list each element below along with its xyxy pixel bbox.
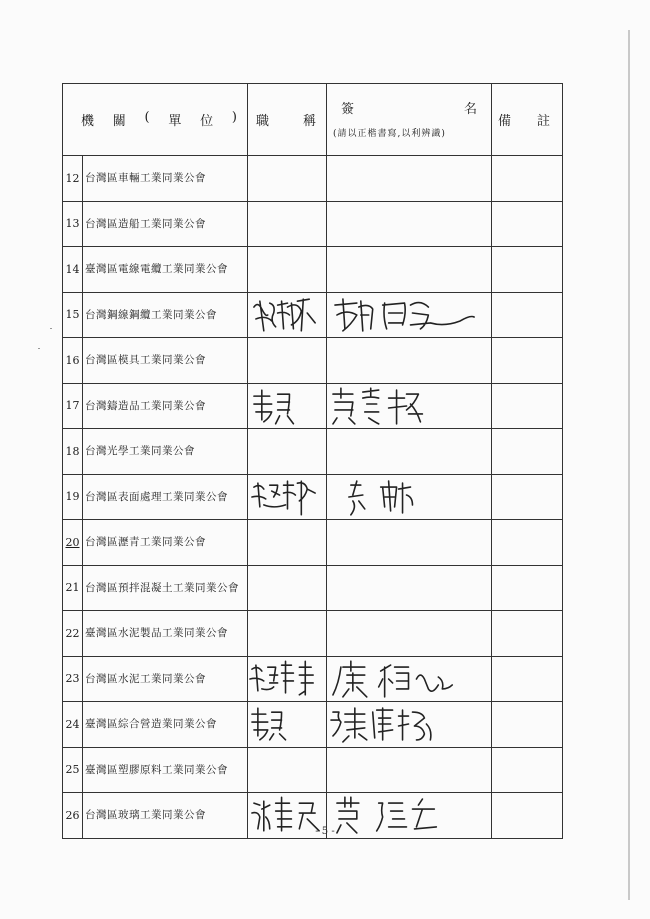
- header-org-char: 機: [81, 114, 97, 129]
- scan-speck: [50, 328, 52, 329]
- remarks-cell: [492, 383, 563, 429]
- header-name-label: 名: [463, 102, 477, 117]
- job-title-cell: [248, 247, 327, 293]
- header-org-char: 單: [168, 114, 184, 129]
- signature-cell: [327, 474, 492, 520]
- job-title-cell: [248, 383, 327, 429]
- signature-cell: [327, 292, 492, 338]
- job-title-cell: [248, 565, 327, 611]
- header-title-char: 職: [256, 114, 270, 129]
- organization-name: 台灣鋼線鋼纜工業同業公會: [83, 292, 248, 338]
- row-number: 21: [63, 565, 83, 611]
- scan-speck: [38, 348, 40, 349]
- table-row: [63, 474, 563, 520]
- table-row: [63, 747, 563, 793]
- organization-name: 台灣區模具工業同業公會: [83, 338, 248, 384]
- remarks-cell: [492, 565, 563, 611]
- remarks-cell: [492, 520, 563, 566]
- handwritten-job-title: [248, 702, 326, 746]
- organization-name: 台灣區預拌混凝土工業同業公會: [83, 565, 248, 611]
- handwritten-job-title: [248, 384, 326, 428]
- table-row: [63, 156, 563, 202]
- organization-name: 台灣區表面處理工業同業公會: [83, 474, 248, 520]
- remarks-cell: [492, 611, 563, 657]
- header-sign-note: (請以正楷書寫,以利辨識): [333, 129, 446, 139]
- row-number: 15: [63, 292, 83, 338]
- signature-cell: [327, 565, 492, 611]
- row-number: 26: [63, 793, 83, 839]
- row-number: 16: [63, 338, 83, 384]
- row-number: 25: [63, 747, 83, 793]
- sign-in-table: [62, 83, 563, 839]
- organization-name: 台灣區造船工業同業公會: [83, 201, 248, 247]
- table-row: [63, 338, 563, 384]
- header-job-title: [248, 84, 327, 156]
- job-title-cell: [248, 611, 327, 657]
- signature-cell: [327, 156, 492, 202]
- table-row: [63, 702, 563, 748]
- handwritten-signature: [327, 657, 491, 701]
- job-title-cell: [248, 520, 327, 566]
- table-row: [63, 383, 563, 429]
- table-row: [63, 656, 563, 702]
- handwritten-signature: [327, 475, 491, 519]
- job-title-cell: [248, 747, 327, 793]
- header-signature: [327, 84, 492, 156]
- header-org-char: (: [144, 110, 152, 125]
- remarks-cell: [492, 429, 563, 475]
- signature-cell: [327, 429, 492, 475]
- remarks-cell: [492, 474, 563, 520]
- job-title-cell: [248, 474, 327, 520]
- remarks-cell: [492, 247, 563, 293]
- row-number-text: 20: [65, 535, 80, 549]
- signature-cell: [327, 247, 492, 293]
- handwritten-job-title: [248, 657, 326, 701]
- remarks-cell: [492, 338, 563, 384]
- header-remark-char: 註: [536, 114, 550, 129]
- job-title-cell: [248, 201, 327, 247]
- row-number: 17: [63, 383, 83, 429]
- signature-cell: [327, 747, 492, 793]
- remarks-cell: [492, 656, 563, 702]
- handwritten-job-title: [248, 293, 326, 337]
- header-organization: [63, 84, 248, 156]
- table-row: [63, 520, 563, 566]
- row-number: 14: [63, 247, 83, 293]
- remarks-cell: [492, 201, 563, 247]
- table-row: [63, 611, 563, 657]
- signature-cell: [327, 611, 492, 657]
- job-title-cell: [248, 702, 327, 748]
- row-number: 19: [63, 474, 83, 520]
- signature-cell: [327, 656, 492, 702]
- header-org-char: ): [231, 110, 239, 125]
- handwritten-job-title: [248, 475, 326, 519]
- job-title-cell: [248, 656, 327, 702]
- header-org-char: 關: [112, 114, 128, 129]
- organization-name: 臺灣區塑膠原料工業同業公會: [83, 747, 248, 793]
- organization-name: 臺灣區水泥製品工業同業公會: [83, 611, 248, 657]
- table-row: [63, 247, 563, 293]
- signature-cell: [327, 702, 492, 748]
- header-org-char: 位: [200, 114, 216, 129]
- remarks-cell: [492, 702, 563, 748]
- header-remark-char: 備: [498, 114, 512, 129]
- table-row: [63, 429, 563, 475]
- handwritten-signature: [327, 293, 491, 337]
- organization-name: 台灣鑄造品工業同業公會: [83, 383, 248, 429]
- table-row: [63, 292, 563, 338]
- remarks-cell: [492, 292, 563, 338]
- signature-cell: [327, 201, 492, 247]
- row-number: 13: [63, 201, 83, 247]
- row-number: 18: [63, 429, 83, 475]
- job-title-cell: [248, 338, 327, 384]
- page-edge-shadow: [628, 30, 630, 900]
- organization-name: 台灣區車輛工業同業公會: [83, 156, 248, 202]
- organization-name: 台灣區水泥工業同業公會: [83, 656, 248, 702]
- table-row: [63, 201, 563, 247]
- remarks-cell: [492, 156, 563, 202]
- header-title-char: 稱: [302, 114, 316, 129]
- signature-cell: [327, 520, 492, 566]
- header-sign-label: 簽: [341, 102, 355, 117]
- row-number: 24: [63, 702, 83, 748]
- row-number: 12: [63, 156, 83, 202]
- table-row: [63, 565, 563, 611]
- organization-name: 台灣區瀝青工業同業公會: [83, 520, 248, 566]
- row-number: 22: [63, 611, 83, 657]
- signature-cell: [327, 383, 492, 429]
- organization-name: 台灣光學工業同業公會: [83, 429, 248, 475]
- job-title-cell: [248, 292, 327, 338]
- job-title-cell: [248, 429, 327, 475]
- remarks-cell: [492, 747, 563, 793]
- header-row: [63, 84, 563, 156]
- organization-name: 臺灣區綜合營造業同業公會: [83, 702, 248, 748]
- row-number: 23: [63, 656, 83, 702]
- page-number: - 5 -: [315, 826, 335, 837]
- job-title-cell: [248, 156, 327, 202]
- handwritten-signature: [327, 384, 491, 428]
- organization-name: 臺灣區電線電纜工業同業公會: [83, 247, 248, 293]
- row-number: [63, 520, 83, 566]
- signature-cell: [327, 338, 492, 384]
- handwritten-signature: [327, 702, 491, 746]
- organization-name: 台灣區玻璃工業同業公會: [83, 793, 248, 839]
- header-remarks: [492, 84, 563, 156]
